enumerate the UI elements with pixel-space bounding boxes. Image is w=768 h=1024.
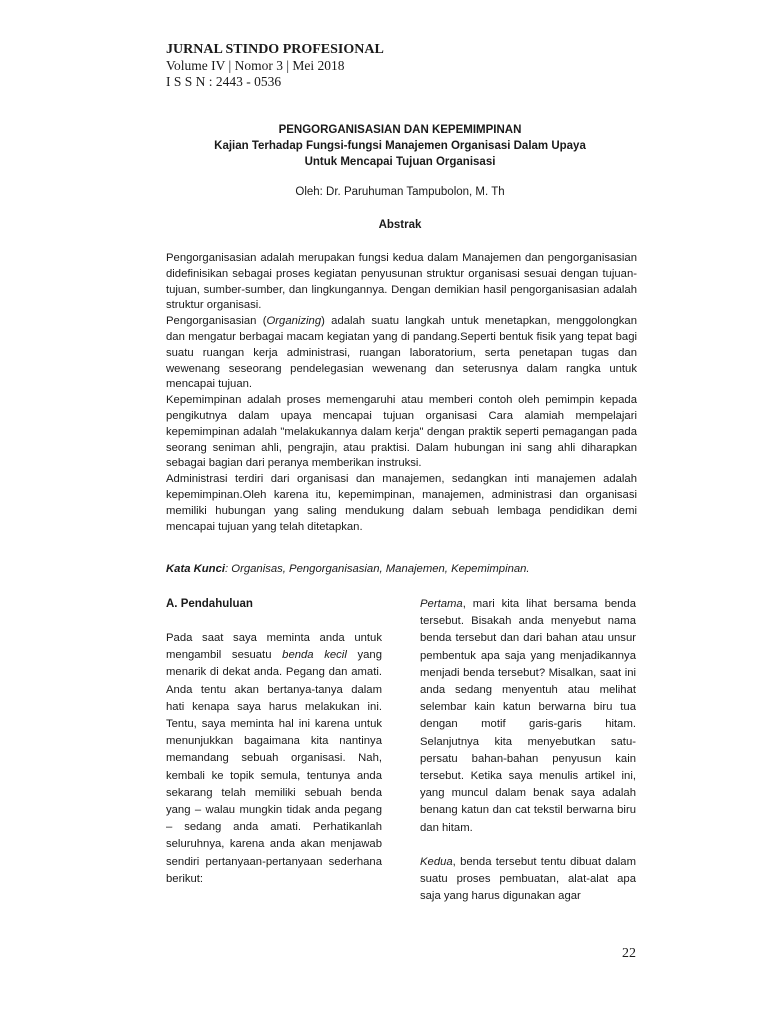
- abstract-body: [166, 251, 637, 535]
- article-title-block: [160, 122, 640, 170]
- body-paragraph: Pada saat saya meminta anda untuk mengambil sesuatu benda kecil yang menarik di dekat anda. Pegang dan amati. Anda tentu akan bertanya-tanya dalam hati kenapa saya harus melakukan ini. Tentu, saya meminta hal ini karena untuk menunjukkan bagaimana kita nantinya memandang sebuah organisasi. Nah, kembali ke topik semula, tentunya anda sekarang telah memiliki sebuah benda yang – walau mungkin tidak anda pegang – sedang anda amati. Perhatikanlah seluruhnya, karena anda akan menjawab sendiri pertanyaan-pertanyaan sederhana berikut:: [166, 632, 383, 885]
- keywords-text: : Organisas, Pengorganisasian, Manajemen, Kepemimpinan.: [225, 563, 530, 575]
- left-column: [166, 596, 382, 905]
- keywords: [166, 563, 637, 575]
- article-subtitle-line1: Kajian Terhadap Fungsi-fungsi Manajemen Organisasi Dalam Upaya: [214, 140, 586, 152]
- body-paragraph: Kedua, benda tersebut tentu dibuat dalam suatu proses pembuatan, alat-alat apa saja yang harus digunakan agar: [420, 855, 636, 903]
- keywords-label: Kata Kunci: [166, 563, 226, 575]
- abstract-paragraph: Kepemimpinan adalah proses memengaruhi atau memberi contoh oleh pemimpin kepada pengikutnya dalam upaya mencapai tujuan organisasi Cara alamiah mempelajari kepemimpinan adalah "melakukannya dalam kerja" dengan praktik seperti pemagangan pada seorang seniman ahli, pengrajin, atau praktisi. Dalam hubungan ini sang ahli diharapkan sebagai bagian dari peranya memberikan instruksi.: [166, 394, 637, 470]
- journal-name: JURNAL STINDO PROFESIONAL: [166, 42, 384, 57]
- abstract-heading: Abstrak: [378, 219, 422, 231]
- abstract-paragraph: Pengorganisasian adalah merupakan fungsi kedua dalam Manajemen dan pengorganisasian didefinisikan sebagai proses kegiatan penyusunan struktur organisasi sesuai dengan tujuan-tujuan, sumber-sumber, dan lingkungannya. Dengan demikian hasil pengorganisasian adalah struktur organisasi.: [166, 252, 637, 312]
- journal-issn: I S S N : 2443 - 0536: [166, 74, 282, 89]
- article-subtitle-line2: Untuk Mencapai Tujuan Organisasi: [304, 156, 496, 168]
- abstract-paragraph: Pengorganisasian (Organizing) adalah suatu langkah untuk menetapkan, menggolongkan dan mengatur berbagai macam kegiatan yang di pandang.Seperti bentuk fisik yang tepat bagi suatu ruangan kerja administrasi, ruangan laboratorium, serta penetapan tugas dan wewenang seseorang pendelegasian wewenang dan seterusnya dalam rangka untuk mencapai tujuan.: [166, 315, 638, 391]
- article-title: PENGORGANISASIAN DAN KEPEMIMPINAN: [278, 124, 522, 136]
- section-heading: A. Pendahuluan: [166, 598, 253, 610]
- abstract-paragraph: Administrasi terdiri dari organisasi dan manajemen, sedangkan inti manajemen adalah kepemimpinan.Oleh karena itu, kepemimpinan, manajemen, administrasi dan organisasi memiliki hubungan yang saling mendukung dalam sebuah lembaga pendidikan demi mencapai tujuan yang telah ditetapkan.: [166, 473, 637, 533]
- journal-volume: Volume IV | Nomor 3 | Mei 2018: [166, 58, 345, 73]
- author: Oleh: Dr. Paruhuman Tampubolon, M. Th: [295, 186, 505, 198]
- page-number: 22: [622, 946, 636, 961]
- right-column: [420, 596, 636, 922]
- body-paragraph: Pertama, mari kita lihat bersama benda tersebut. Bisakah anda menyebut nama benda tersebut dan dari bahan atau unsur pembentuk apa saja yang menjadikannya menjadi benda tersebut? Misalkan, saat ini anda sedang menyentuh atau melihat selembar kain katun berwarna biru tua dengan motif garis-garis hitam. Selanjutnya kita menyebutkan satu-persatu bahan-bahan penyusun kain tersebut. Ketika saya menulis artikel ini, yang muncul dalam benak saya adalah benang katun dan cat tekstil berwarna biru dan hitam.: [420, 598, 636, 834]
- journal-header: [166, 42, 384, 90]
